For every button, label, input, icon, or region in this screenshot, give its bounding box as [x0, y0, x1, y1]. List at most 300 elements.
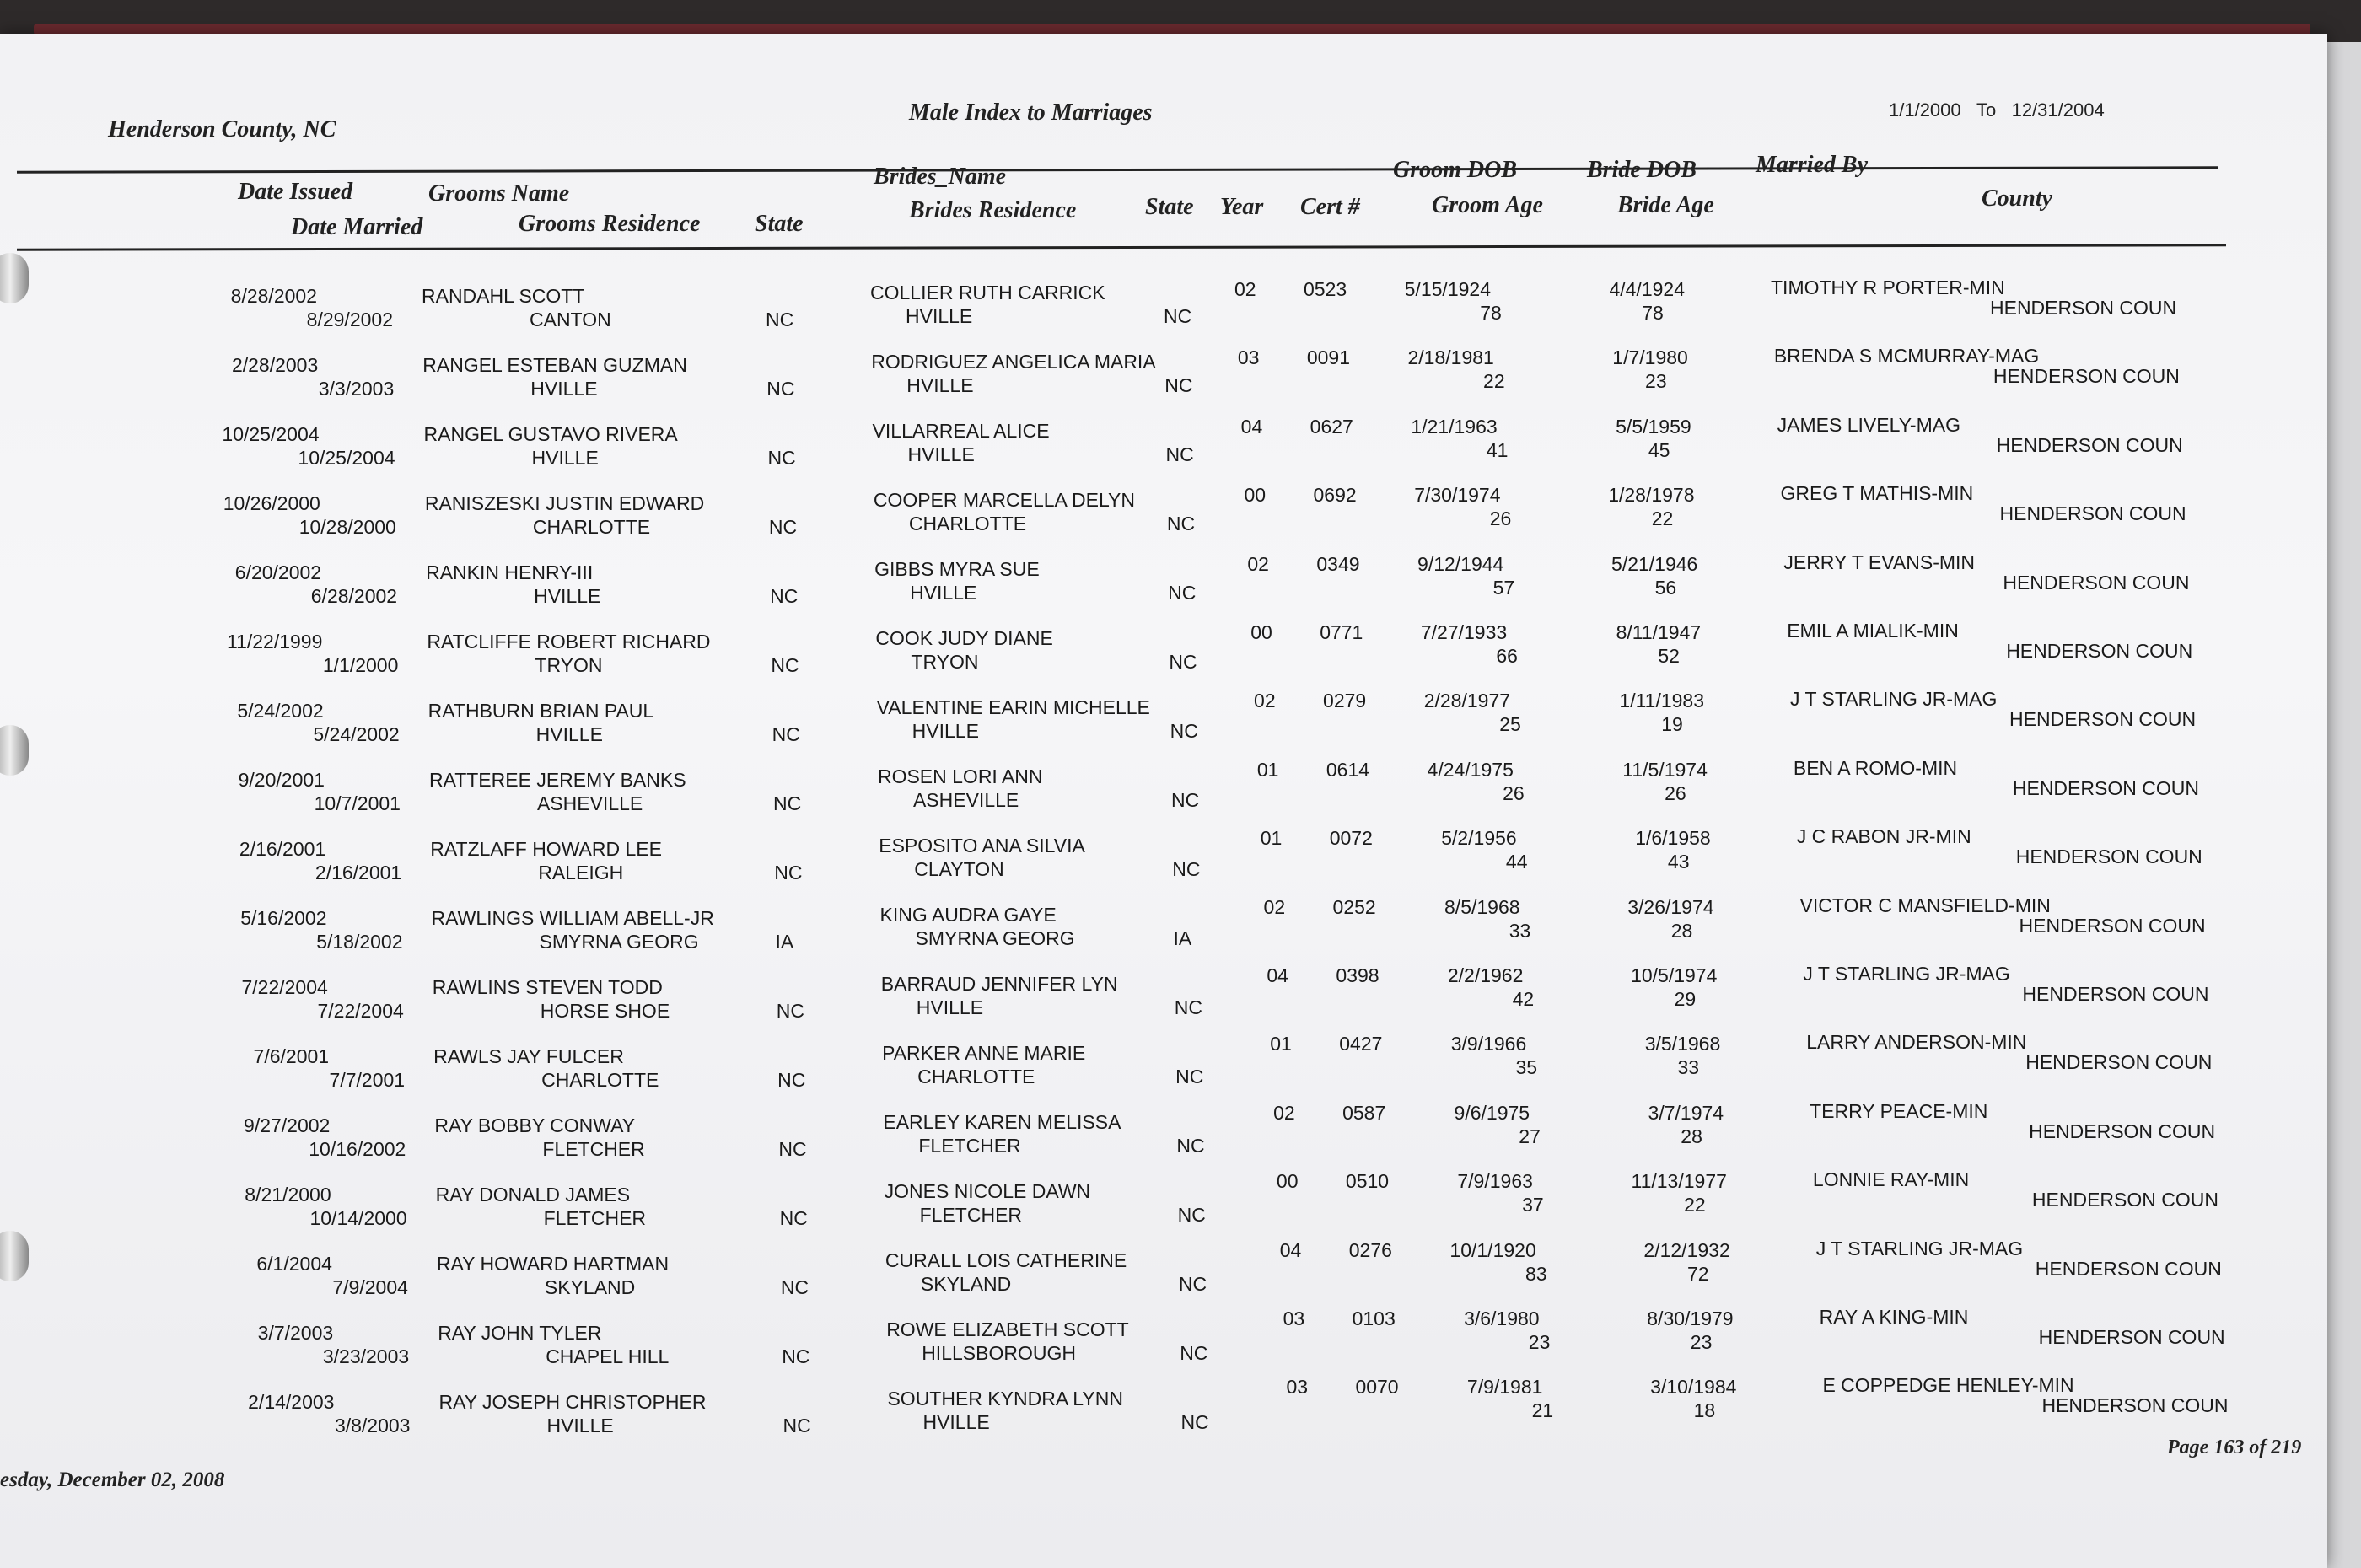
county: HENDERSON COUN	[2035, 1257, 2222, 1280]
groom-state: NC	[767, 447, 796, 469]
bride-name: COLLIER RUTH CARRICK	[870, 282, 1105, 303]
county: HENDERSON COUN	[2041, 1394, 2229, 1417]
groom-dob: 8/5/1968	[1444, 895, 1520, 918]
bride-age: 18	[1693, 1399, 1716, 1422]
hdr-state-2: State	[1145, 194, 1194, 220]
married-by: TIMOTHY R PORTER-MIN	[1771, 277, 2005, 298]
date-married: 7/9/2004	[332, 1276, 408, 1298]
binder-ring	[0, 253, 29, 303]
date-issued: 8/28/2002	[230, 285, 317, 307]
bride-residence: HVILLE	[912, 720, 979, 742]
groom-age: 21	[1531, 1399, 1554, 1422]
date-issued: 10/25/2004	[222, 423, 320, 445]
bride-state: NC	[1172, 858, 1201, 880]
cert-number: 0252	[1332, 895, 1376, 918]
groom-age: 57	[1492, 576, 1515, 599]
header-bottom-rule	[17, 244, 2226, 250]
county-title: Henderson County, NC	[108, 116, 336, 142]
bride-age: 72	[1686, 1262, 1709, 1285]
bride-name: SOUTHER KYNDRA LYNN	[887, 1388, 1123, 1410]
groom-residence: HORSE SHOE	[540, 1000, 670, 1022]
married-by: J C RABON JR-MIN	[1796, 825, 1971, 848]
groom-dob: 5/2/1956	[1441, 827, 1517, 850]
married-by: RAY A KING-MIN	[1819, 1306, 1969, 1328]
binder-ring	[0, 725, 29, 776]
date-issued: 6/20/2002	[234, 561, 322, 583]
bride-name: ROSEN LORI ANN	[877, 765, 1043, 787]
bride-dob: 10/5/1974	[1631, 964, 1718, 986]
groom-name: RAWLS JAY FULCER	[433, 1045, 624, 1067]
record-year: 02	[1263, 895, 1286, 918]
groom-name: RANGEL GUSTAVO RIVERA	[423, 423, 678, 445]
groom-dob: 9/12/1944	[1417, 552, 1504, 575]
county: HENDERSON COUN	[2006, 640, 2193, 662]
cert-number: 0427	[1339, 1033, 1383, 1055]
married-by: J T STARLING JR-MAG	[1790, 688, 1998, 711]
record-year: 04	[1267, 964, 1288, 986]
bride-age: 28	[1681, 1125, 1702, 1147]
groom-residence: TRYON	[535, 654, 603, 676]
married-by: JAMES LIVELY-MAG	[1777, 413, 1960, 436]
groom-state: NC	[772, 723, 800, 745]
groom-residence: HVILLE	[531, 447, 599, 469]
record-year: 02	[1247, 552, 1269, 575]
range-to: To	[1976, 99, 1997, 121]
cert-number: 0627	[1310, 415, 1353, 438]
groom-state: NC	[779, 1207, 808, 1229]
bride-state: NC	[1165, 443, 1194, 465]
groom-name: RATZLAFF HOWARD LEE	[430, 838, 662, 860]
hdr-groom-age: Groom Age	[1432, 192, 1543, 218]
record-year: 02	[1234, 278, 1256, 300]
groom-dob: 5/15/1924	[1404, 278, 1491, 300]
bride-residence: HVILLE	[907, 443, 975, 465]
bride-state: NC	[1168, 582, 1197, 604]
groom-dob: 7/9/1981	[1466, 1376, 1543, 1399]
bride-dob: 1/6/1958	[1635, 827, 1711, 850]
groom-age: 26	[1489, 507, 1512, 530]
groom-residence: SKYLAND	[544, 1276, 636, 1298]
groom-age: 78	[1480, 302, 1502, 324]
groom-name: RATCLIFFE ROBERT RICHARD	[427, 631, 711, 652]
groom-residence: CHAPEL HILL	[546, 1345, 670, 1367]
groom-dob: 4/24/1975	[1427, 758, 1514, 781]
bride-name: PARKER ANNE MARIE	[882, 1042, 1086, 1064]
groom-name: RAY DONALD JAMES	[435, 1184, 631, 1206]
county: HENDERSON COUN	[2019, 914, 2206, 937]
groom-state: NC	[783, 1415, 811, 1436]
married-by: TERRY PEACE-MIN	[1810, 1099, 1988, 1122]
cert-number: 0091	[1306, 346, 1350, 369]
bride-dob: 1/11/1983	[1619, 690, 1705, 712]
married-by: BRENDA S MCMURRAY-MAG	[1773, 345, 2040, 368]
groom-state: NC	[766, 309, 794, 330]
date-issued: 2/28/2003	[231, 354, 319, 376]
bride-state: NC	[1177, 1204, 1206, 1226]
date-married: 7/22/2004	[317, 1000, 404, 1022]
bride-age: 26	[1665, 781, 1686, 804]
bride-age: 52	[1658, 645, 1680, 667]
groom-age: 26	[1503, 781, 1525, 804]
report-title: Male Index to Marriages	[909, 99, 1153, 126]
hdr-married-by: Married By	[1756, 152, 1868, 178]
cert-number: 0276	[1348, 1238, 1392, 1261]
married-by: JERRY T EVANS-MIN	[1783, 550, 1976, 573]
date-issued: 5/24/2002	[237, 700, 324, 722]
bride-state: NC	[1170, 789, 1200, 811]
bride-residence: CHARLOTTE	[917, 1066, 1035, 1087]
hdr-brides-name: Brides_Name	[874, 164, 1007, 190]
cert-number: 0692	[1313, 484, 1357, 507]
county: HENDERSON COUN	[2025, 1051, 2213, 1074]
groom-state: NC	[782, 1345, 810, 1367]
bride-age: 43	[1667, 851, 1690, 873]
groom-dob: 2/2/1962	[1447, 964, 1524, 986]
groom-state: NC	[778, 1138, 807, 1160]
groom-age: 66	[1496, 645, 1518, 667]
bride-age: 22	[1651, 507, 1674, 530]
bride-age: 56	[1654, 576, 1677, 599]
groom-dob: 10/1/1920	[1449, 1238, 1536, 1261]
bride-age: 78	[1642, 302, 1664, 324]
groom-residence: FLETCHER	[543, 1207, 647, 1229]
record-year: 01	[1260, 827, 1283, 850]
groom-name: RANDAHL SCOTT	[422, 285, 585, 307]
date-married: 5/24/2002	[313, 723, 400, 745]
hdr-county: County	[1982, 185, 2053, 212]
date-married: 10/28/2000	[298, 516, 396, 538]
date-married: 10/25/2004	[298, 447, 395, 469]
groom-age: 41	[1486, 438, 1509, 461]
cert-number: 0523	[1304, 278, 1347, 300]
groom-residence: SMYRNA GEORG	[539, 931, 699, 953]
groom-residence: FLETCHER	[542, 1138, 645, 1160]
date-married: 2/16/2001	[315, 862, 402, 883]
groom-state: NC	[780, 1276, 809, 1298]
bride-dob: 5/21/1946	[1611, 552, 1698, 575]
date-married: 3/8/2003	[334, 1415, 411, 1436]
record-year: 01	[1256, 758, 1279, 781]
groom-name: RANGEL ESTEBAN GUZMAN	[422, 354, 687, 376]
date-married: 8/29/2002	[306, 309, 393, 330]
groom-name: RAY BOBBY CONWAY	[434, 1114, 636, 1136]
groom-residence: HVILLE	[530, 378, 598, 400]
cert-number: 0072	[1329, 827, 1373, 850]
date-issued: 2/14/2003	[248, 1391, 335, 1413]
bride-age: 23	[1690, 1331, 1713, 1353]
married-by: J T STARLING JR-MAG	[1803, 963, 2010, 985]
bride-residence: HVILLE	[916, 996, 984, 1018]
groom-dob: 2/18/1981	[1407, 346, 1494, 369]
date-issued: 9/27/2002	[244, 1114, 331, 1136]
bride-state: IA	[1173, 927, 1192, 949]
bride-state: NC	[1178, 1273, 1207, 1295]
date-issued: 5/16/2002	[240, 907, 327, 929]
hdr-bride-dob: Bride DOB	[1587, 157, 1697, 183]
bride-dob: 11/13/1977	[1631, 1170, 1727, 1193]
record-year: 02	[1254, 690, 1276, 712]
county: HENDERSON COUN	[2022, 983, 2209, 1005]
bride-dob: 8/11/1947	[1616, 621, 1702, 643]
groom-state: NC	[776, 1000, 805, 1022]
groom-age: 27	[1519, 1125, 1541, 1147]
bride-residence: HVILLE	[906, 305, 973, 327]
county: HENDERSON COUN	[2012, 776, 2199, 799]
groom-age: 22	[1483, 370, 1505, 393]
groom-residence: CHARLOTTE	[541, 1069, 659, 1091]
hdr-brides-residence: Brides Residence	[909, 197, 1077, 223]
groom-residence: HVILLE	[546, 1415, 614, 1436]
groom-age: 23	[1528, 1331, 1551, 1353]
bride-dob: 3/26/1974	[1627, 895, 1714, 918]
cert-number: 0510	[1345, 1170, 1390, 1193]
bride-residence: ASHEVILLE	[912, 789, 1019, 811]
bride-age: 29	[1674, 988, 1697, 1010]
groom-state: NC	[768, 516, 798, 538]
groom-age: 37	[1522, 1194, 1544, 1216]
bride-name: COOK JUDY DIANE	[875, 627, 1053, 649]
bride-age: 19	[1661, 713, 1683, 736]
bride-age: 45	[1648, 438, 1670, 461]
groom-name: RATTEREE JEREMY BANKS	[428, 769, 686, 791]
groom-state: NC	[772, 792, 802, 814]
date-married: 10/14/2000	[309, 1207, 407, 1229]
date-married: 7/7/2001	[329, 1069, 406, 1091]
bride-residence: FLETCHER	[919, 1204, 1023, 1226]
bride-state: NC	[1180, 1411, 1209, 1433]
bride-dob: 5/5/1959	[1616, 415, 1691, 438]
bride-residence: TRYON	[911, 651, 979, 673]
date-married: 10/16/2002	[309, 1138, 406, 1160]
bride-age: 22	[1684, 1194, 1706, 1216]
bride-dob: 8/30/1979	[1647, 1308, 1734, 1329]
date-issued: 7/22/2004	[241, 976, 328, 998]
binder-ring	[0, 1231, 29, 1281]
hdr-grooms-name: Grooms Name	[428, 180, 570, 207]
bride-name: VILLARREAL ALICE	[872, 420, 1050, 442]
bride-state: NC	[1175, 1066, 1204, 1087]
bride-name: JONES NICOLE DAWN	[884, 1180, 1091, 1202]
report-page	[0, 34, 2327, 1568]
bride-residence: HVILLE	[910, 582, 977, 604]
date-issued: 8/21/2000	[245, 1184, 331, 1206]
date-married: 6/28/2002	[310, 585, 398, 607]
county: HENDERSON COUN	[2003, 571, 2190, 593]
bride-residence: SKYLAND	[920, 1273, 1012, 1295]
cert-number: 0771	[1320, 621, 1363, 643]
date-issued: 11/22/1999	[226, 631, 323, 652]
groom-dob: 2/28/1977	[1423, 690, 1511, 712]
record-year: 00	[1250, 621, 1272, 643]
groom-residence: HVILLE	[534, 585, 601, 607]
hdr-state: State	[755, 211, 804, 237]
married-by: VICTOR C MANSFIELD-MIN	[1799, 894, 2051, 916]
cert-number: 0103	[1352, 1308, 1396, 1329]
groom-state: NC	[774, 862, 803, 883]
bride-state: NC	[1170, 720, 1198, 742]
groom-dob: 7/27/1933	[1420, 621, 1508, 643]
county: HENDERSON COUN	[2029, 1120, 2216, 1142]
footer-date: esday, December 02, 2008	[0, 1469, 225, 1491]
hdr-date-married: Date Married	[291, 214, 423, 240]
groom-dob: 7/9/1963	[1457, 1170, 1533, 1193]
bride-age: 28	[1670, 919, 1693, 942]
cert-number: 0398	[1336, 964, 1379, 986]
county: HENDERSON COUN	[2015, 846, 2202, 868]
county: HENDERSON COUN	[2009, 708, 2197, 731]
date-issued: 10/26/2000	[223, 492, 320, 514]
bride-dob: 1/7/1980	[1612, 346, 1688, 369]
married-by: E COPPEDGE HENLEY-MIN	[1822, 1374, 2074, 1397]
hdr-date-issued: Date Issued	[238, 179, 353, 205]
date-married: 3/23/2003	[322, 1345, 410, 1367]
hdr-groom-dob: Groom DOB	[1393, 157, 1518, 183]
record-year: 03	[1237, 346, 1260, 369]
date-issued: 2/16/2001	[239, 838, 326, 860]
groom-dob: 1/21/1963	[1411, 415, 1498, 438]
bride-dob: 3/5/1968	[1644, 1033, 1721, 1055]
bride-name: CURALL LOIS CATHERINE	[885, 1249, 1127, 1271]
bride-age: 23	[1645, 370, 1667, 393]
bride-name: BARRAUD JENNIFER LYN	[880, 973, 1118, 995]
page-number: Page 163 of 219	[2167, 1436, 2302, 1458]
date-issued: 3/7/2003	[257, 1322, 334, 1344]
groom-residence: HVILLE	[535, 723, 603, 745]
married-by: LARRY ANDERSON-MIN	[1806, 1031, 2027, 1054]
groom-residence: CHARLOTTE	[532, 516, 651, 538]
bride-residence: HVILLE	[906, 374, 974, 396]
cert-number: 0349	[1316, 552, 1360, 575]
header-top-rule	[17, 166, 2218, 173]
county: HENDERSON COUN	[1999, 502, 2186, 525]
range-end: 12/31/2004	[2011, 99, 2105, 121]
bride-state: NC	[1164, 374, 1193, 396]
groom-name: RAWLINGS WILLIAM ABELL-JR	[431, 907, 714, 929]
cert-number: 0614	[1326, 758, 1370, 781]
county: HENDERSON COUN	[1990, 297, 2177, 319]
groom-state: IA	[775, 931, 794, 953]
cert-number: 0587	[1342, 1101, 1386, 1124]
groom-name: RAY JOSEPH CHRISTOPHER	[438, 1391, 707, 1413]
married-by: LONNIE RAY-MIN	[1812, 1168, 1970, 1191]
groom-name: RAY HOWARD HARTMAN	[436, 1253, 670, 1275]
bride-name: GIBBS MYRA SUE	[874, 558, 1040, 580]
groom-age: 42	[1512, 988, 1535, 1010]
bride-dob: 3/10/1984	[1650, 1376, 1737, 1399]
record-year: 04	[1279, 1238, 1302, 1261]
date-married: 10/7/2001	[314, 792, 401, 814]
bride-name: ROWE ELIZABETH SCOTT	[886, 1318, 1129, 1340]
hdr-year: Year	[1220, 194, 1264, 220]
bride-dob: 1/28/1978	[1608, 484, 1695, 507]
date-issued: 6/1/2004	[256, 1253, 332, 1275]
groom-name: RAWLINS STEVEN TODD	[432, 976, 663, 998]
groom-state: NC	[770, 585, 799, 607]
bride-dob: 4/4/1924	[1609, 278, 1685, 300]
bride-dob: 3/7/1974	[1648, 1101, 1724, 1124]
county: HENDERSON COUN	[1996, 433, 2183, 456]
cert-number: 0070	[1355, 1376, 1399, 1399]
bride-state: NC	[1164, 305, 1192, 327]
hdr-bride-age: Bride Age	[1617, 192, 1714, 218]
groom-residence: RALEIGH	[538, 862, 624, 883]
groom-name: RATHBURN BRIAN PAUL	[428, 700, 654, 722]
date-married: 3/3/2003	[318, 378, 395, 400]
groom-name: RANKIN HENRY-III	[426, 561, 594, 583]
hdr-cert: Cert #	[1300, 194, 1360, 220]
record-year: 01	[1270, 1033, 1292, 1055]
record-year: 00	[1276, 1170, 1299, 1193]
groom-age: 83	[1525, 1262, 1547, 1285]
groom-age: 35	[1515, 1056, 1538, 1079]
bride-state: NC	[1180, 1342, 1208, 1364]
date-range	[1889, 99, 2105, 121]
bride-residence: HILLSBOROUGH	[922, 1342, 1076, 1364]
groom-name: RAY JOHN TYLER	[438, 1322, 602, 1344]
bride-name: VALENTINE EARIN MICHELLE	[876, 696, 1150, 718]
date-married: 5/18/2002	[316, 931, 403, 953]
groom-state: NC	[766, 378, 795, 400]
record-year: 03	[1286, 1376, 1309, 1399]
groom-dob: 3/9/1966	[1450, 1033, 1527, 1055]
bride-dob: 2/12/1932	[1643, 1238, 1730, 1261]
bride-state: NC	[1166, 513, 1196, 534]
married-by: J T STARLING JR-MAG	[1815, 1237, 2024, 1259]
groom-name: RANISZESKI JUSTIN EDWARD	[424, 492, 705, 514]
record-year: 02	[1273, 1101, 1295, 1124]
married-by: GREG T MATHIS-MIN	[1780, 482, 1974, 505]
groom-age: 44	[1505, 851, 1528, 873]
married-by: BEN A ROMO-MIN	[1793, 756, 1958, 779]
groom-dob: 9/6/1975	[1454, 1101, 1530, 1124]
county: HENDERSON COUN	[1993, 365, 2180, 388]
record-year: 03	[1283, 1308, 1305, 1329]
groom-dob: 3/6/1980	[1464, 1308, 1540, 1329]
county: HENDERSON COUN	[2031, 1189, 2218, 1211]
groom-residence: ASHEVILLE	[536, 792, 643, 814]
bride-residence: SMYRNA GEORG	[915, 927, 1075, 949]
county: HENDERSON COUN	[2038, 1326, 2225, 1348]
groom-state: NC	[777, 1069, 806, 1091]
groom-age: 33	[1509, 919, 1531, 942]
bride-name: ESPOSITO ANA SILVIA	[879, 835, 1085, 856]
hdr-grooms-residence: Grooms Residence	[519, 211, 701, 237]
bride-name: EARLEY KAREN MELISSA	[883, 1111, 1121, 1133]
bride-age: 33	[1677, 1056, 1700, 1079]
groom-dob: 7/30/1974	[1414, 484, 1501, 507]
bride-state: NC	[1174, 996, 1203, 1018]
bride-state: NC	[1176, 1135, 1205, 1157]
range-start: 1/1/2000	[1889, 99, 1961, 121]
bride-residence: FLETCHER	[918, 1135, 1021, 1157]
groom-residence: CANTON	[530, 309, 611, 330]
bride-name: KING AUDRA GAYE	[879, 904, 1057, 926]
bride-residence: HVILLE	[922, 1411, 990, 1433]
bride-state: NC	[1169, 651, 1197, 673]
record-year: 04	[1240, 415, 1263, 438]
cert-number: 0279	[1323, 690, 1367, 712]
married-by: EMIL A MIALIK-MIN	[1787, 620, 1959, 642]
groom-age: 25	[1499, 713, 1521, 736]
date-married: 1/1/2000	[322, 654, 399, 676]
groom-state: NC	[771, 654, 799, 676]
bride-name: COOPER MARCELLA DELYN	[873, 489, 1135, 511]
bride-name: RODRIGUEZ ANGELICA MARIA	[871, 351, 1156, 373]
record-year: 00	[1244, 484, 1267, 507]
date-issued: 7/6/2001	[253, 1045, 330, 1067]
bride-residence: CHARLOTTE	[908, 513, 1027, 534]
bride-dob: 11/5/1974	[1622, 758, 1708, 781]
